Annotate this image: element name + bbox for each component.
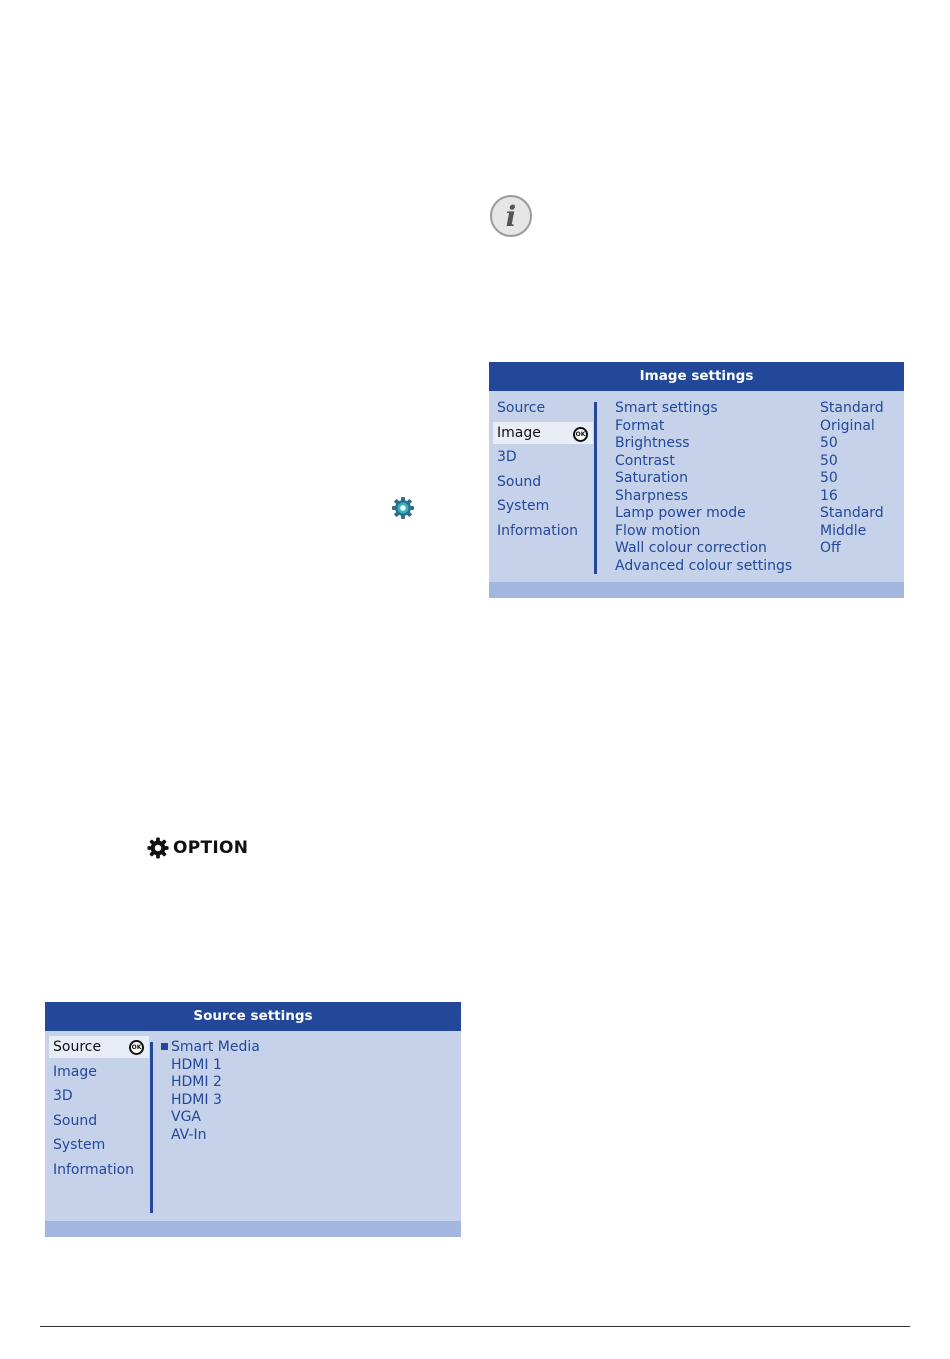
nav-item-sound[interactable]: Sound [497,474,542,490]
option-gear-icon [147,837,169,859]
nav-item-information[interactable]: Information [53,1162,135,1178]
page-bottom-rule [40,1326,910,1327]
nav-item-source[interactable]: Source [497,400,546,416]
option-text: OPTION [173,838,249,858]
ok-icon: OK [573,427,588,442]
nav-item-image[interactable]: Image [53,1064,97,1080]
settings-gear-icon [391,496,415,520]
nav-item-sound[interactable]: Sound [53,1113,98,1129]
setting-value-contrast: 50 [820,452,838,469]
nav-item-3d[interactable]: 3D [497,449,517,465]
setting-value-saturation: 50 [820,470,838,486]
image-settings-title: Image settings [489,362,904,391]
setting-value-lamp-power-mode: Standard [820,505,884,521]
nav-item-source[interactable]: Source [49,1036,149,1058]
source-option-av-in[interactable]: AV-In [171,1126,207,1143]
image-settings-menu [489,362,904,598]
option-button-label [147,835,248,861]
setting-label-format[interactable]: Format [615,417,665,434]
nav-item-information[interactable]: Information [497,523,579,539]
ok-icon: OK [129,1040,144,1055]
setting-value-flow-motion: Middle [820,522,867,539]
selected-bullet-icon [161,1043,168,1050]
setting-value-format: Original [820,417,875,434]
menu-divider [594,402,597,574]
setting-label-sharpness[interactable]: Sharpness [615,487,689,504]
setting-label-lamp-power-mode[interactable]: Lamp power mode [615,505,746,521]
nav-item-system[interactable]: System [53,1137,106,1153]
source-settings-title: Source settings [45,1002,461,1031]
source-option-smart-media[interactable]: Smart Media [161,1039,260,1057]
source-option-hdmi-2[interactable]: HDMI 2 [171,1074,222,1090]
nav-item-image[interactable]: Image [493,422,593,444]
setting-label-wall-colour-correction[interactable]: Wall colour correction [615,540,767,556]
nav-item-system[interactable]: System [497,498,550,514]
source-option-hdmi-1[interactable]: HDMI 1 [171,1056,222,1073]
setting-label-brightness[interactable]: Brightness [615,435,690,451]
setting-label-saturation[interactable]: Saturation [615,470,688,486]
setting-label-flow-motion[interactable]: Flow motion [615,522,701,539]
source-option-vga[interactable]: VGA [171,1109,202,1125]
setting-value-sharpness: 16 [820,487,838,504]
setting-value-smart-settings: Standard [820,400,884,416]
source-option-hdmi-3[interactable]: HDMI 3 [171,1091,222,1108]
nav-item-3d[interactable]: 3D [53,1088,73,1104]
menu-footer [45,1221,461,1237]
info-icon: i [490,195,532,237]
menu-divider [150,1042,153,1213]
menu-footer [489,582,904,598]
setting-value-brightness: 50 [820,435,838,451]
setting-value-wall-colour-correction: Off [820,540,841,556]
source-settings-menu [45,1002,461,1237]
setting-label-smart-settings[interactable]: Smart settings [615,400,718,416]
setting-label-contrast[interactable]: Contrast [615,452,675,469]
setting-label-advanced-colour-settings[interactable]: Advanced colour settings [615,557,793,574]
